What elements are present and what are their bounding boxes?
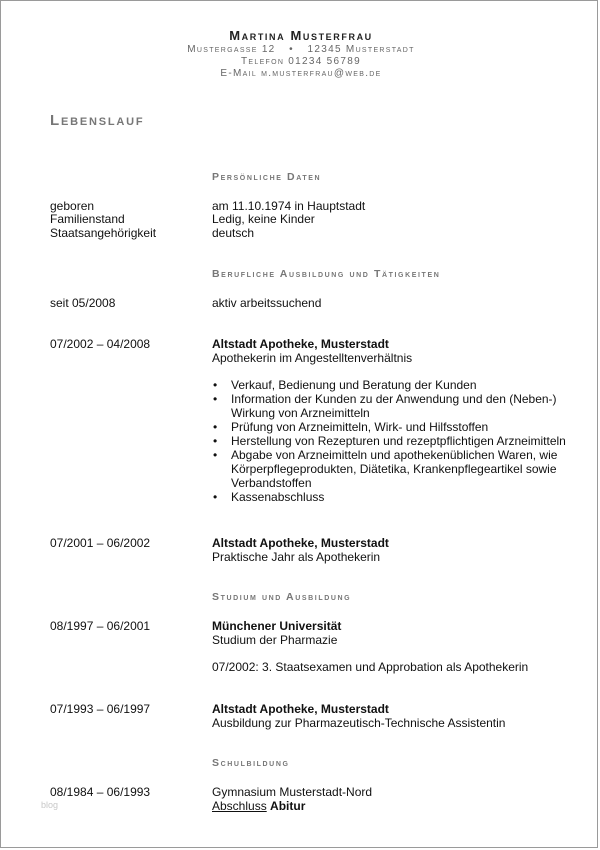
school-degree [212, 799, 582, 813]
document-title: Lebenslauf [50, 112, 145, 129]
personal-value-birth: am 11.10.1974 in Hauptstadt [212, 199, 366, 213]
duty-item: • Abgabe von Arzneimitteln und apothekenüblichen Waren, wie Körperpflegeprodukten, Diätetika, Krankenpflegeartikel sowie Verbandstoffen [212, 448, 587, 490]
street: Mustergasse 12 [187, 44, 276, 55]
watermark: blog [41, 800, 59, 810]
section-career-heading: Berufliche Ausbildung und Tätigkeiten [212, 268, 441, 280]
study-institution: Münchener Universität [212, 619, 342, 633]
study-note: 07/2002: 3. Staatsexamen und Approbation als Apothekerin [212, 660, 529, 674]
career-role: Apothekerin im Angestelltenverhältnis [212, 351, 413, 365]
email-line: E-Mail m.musterfrau@web.de [220, 68, 382, 79]
career-employer: Altstadt Apotheke, Musterstadt [212, 536, 389, 550]
degree-label: Abschluss [212, 799, 267, 813]
personal-value-nationality: deutsch [212, 226, 255, 240]
duty-item: • Information der Kunden zu der Anwendung und den (Neben-) Wirkung von Arzneimitteln [212, 392, 587, 420]
duty-item: • Herstellung von Rezepturen und rezeptpflichtigen Arzneimitteln [212, 434, 587, 448]
study-date: 07/1993 – 06/1997 [50, 702, 151, 716]
section-study-heading: Studium und Ausbildung [212, 591, 352, 603]
career-date: 07/2002 – 04/2008 [50, 337, 151, 351]
phone-line: Telefon 01234 56789 [241, 56, 361, 67]
city: 12345 Musterstadt [307, 44, 415, 55]
career-date: seit 05/2008 [50, 296, 116, 310]
duty-item: • Verkauf, Bedienung und Beratung der Kunden [212, 378, 587, 392]
school-date: 08/1984 – 06/1993 [50, 785, 151, 799]
address-line [1, 44, 600, 55]
study-date: 08/1997 – 06/2001 [50, 619, 151, 633]
career-date: 07/2001 – 06/2002 [50, 536, 151, 550]
separator: • [289, 44, 294, 55]
person-name: Martina Musterfrau [229, 28, 373, 43]
school-name: Gymnasium Musterstadt-Nord [212, 785, 373, 799]
personal-label-nationality: Staatsangehörigkeit [50, 226, 157, 240]
career-employer: Altstadt Apotheke, Musterstadt [212, 337, 389, 351]
study-institution: Altstadt Apotheke, Musterstadt [212, 702, 389, 716]
personal-label-marital: Familienstand [50, 212, 125, 226]
duty-item: • Prüfung von Arzneimitteln, Wirk- und Hilfsstoffen [212, 420, 587, 434]
section-school-heading: Schulbildung [212, 757, 290, 769]
career-role: Praktische Jahr als Apothekerin [212, 550, 381, 564]
career-duties-list [212, 378, 587, 504]
degree-value: Abitur [270, 799, 306, 813]
career-status: aktiv arbeitssuchend [212, 296, 322, 310]
personal-label-birth: geboren [50, 199, 95, 213]
study-program: Studium der Pharmazie [212, 633, 338, 647]
section-personal-heading: Persönliche Daten [212, 171, 322, 183]
personal-value-marital: Ledig, keine Kinder [212, 212, 315, 226]
study-program: Ausbildung zur Pharmazeutisch-Technische Assistentin [212, 716, 506, 730]
duty-item: • Kassenabschluss [212, 490, 587, 504]
